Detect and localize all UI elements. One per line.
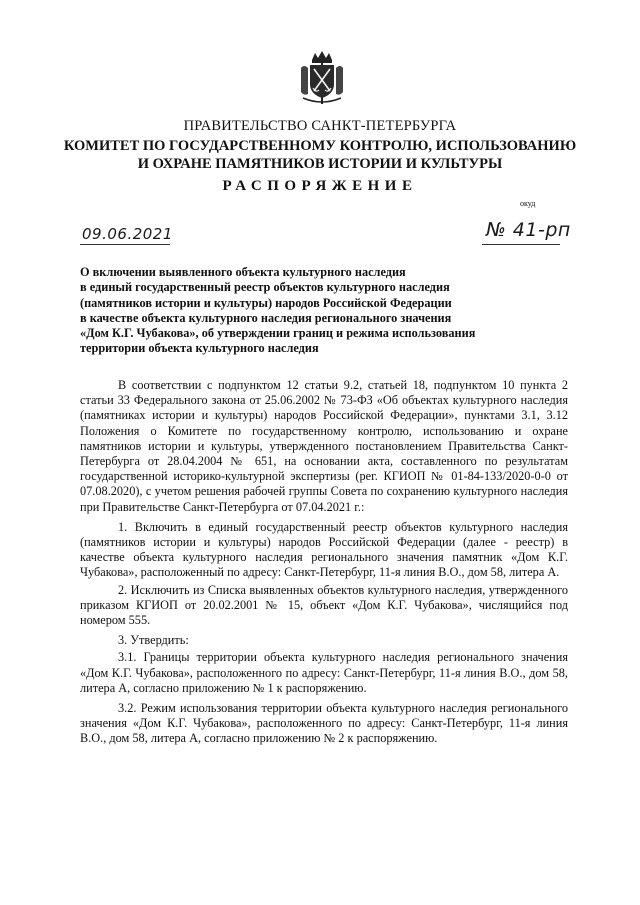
committee-name-line: КОМИТЕТ ПО ГОСУДАРСТВЕННОМУ КОНТРОЛЮ, ИСПОЛЬЗОВАНИЮ: [63, 138, 577, 154]
title-line: в единый государственный реестр объектов культурного наследия: [80, 280, 450, 295]
coat-of-arms-icon: [299, 50, 345, 106]
document-title: [80, 265, 550, 357]
item-3-1-paragraph: 3.1. Границы территории объекта культурного наследия регионального значения «Дом К.Г. Чубакова», расположенного по адресу: Санкт-Петербург, 11-я линия В.О., дом 58, литера А, согласно приложению № 1 к распоряжению.: [80, 650, 568, 695]
title-line: в качестве объекта культурного наследия регионального значения: [80, 310, 452, 325]
item-3-paragraph: 3. Утвердить:: [118, 633, 189, 648]
preamble-paragraph: В соответствии с подпунктом 12 статьи 9.2, статьей 18, подпунктом 10 пункта 2 статьи 33 Федерального закона от 25.06.2002 № 73-ФЗ «Об объектах культурного наследия (памятниках истории и культуры) народов Российской Федерации», пунктами 3.1, 3.12 Положения о Комитете по государственному контролю, использованию и охране памятников истории и культуры, утвержденного постановлением Правительства Санкт-Петербурга от 28.04.2004 № 651, на основании акта, составленного по результатам государственной историко-культурной экспертизы (рег. КГИОП № 01-84-133/2020-0-0 от 07.08.2020), с учетом решения рабочей группы Совета по сохранению культурного наследия при Правительстве Санкт-Петербурга от 07.04.2021 г.:: [80, 378, 568, 514]
title-line: территории объекта культурного наследия: [80, 341, 319, 356]
document-number: № 41-рп: [486, 219, 571, 241]
number-underline: [482, 244, 560, 245]
government-name: ПРАВИТЕЛЬСТВО САНКТ-ПЕТЕРБУРГА: [183, 118, 457, 134]
date-underline: [80, 244, 170, 245]
item-3-2-paragraph: 3.2. Режим использования территории объекта культурного наследия регионального значения «Дом К.Г. Чубакова», расположенного по адресу: Санкт-Петербург, 11-я линия В.О., дом 58, литера А, согласно приложению № 2 к распоряжению.: [80, 701, 568, 746]
item-1-paragraph: 1. Включить в единый государственный реестр объектов культурного наследия (памятников истории и культуры) народов Российской Федерации (далее - реестр) в качестве объекта культурного наследия регионального значения памятник «Дом К.Г. Чубакова», расположенный по адресу: Санкт-Петербург, 11-я линия В.О., дом 58, литера А.: [80, 519, 568, 580]
committee-name-line: И ОХРАНЕ ПАМЯТНИКОВ ИСТОРИИ И КУЛЬТУРЫ: [137, 156, 503, 172]
document-date: 09.06.2021: [82, 225, 173, 243]
title-line: (памятников истории и культуры) народов Российской Федерации: [80, 295, 452, 310]
item-2-paragraph: 2. Исключить из Списка выявленных объектов культурного наследия, утвержденного приказом КГИОП от 20.02.2001 № 15, объект «Дом К.Г. Чубакова», числящийся под номером 555.: [80, 582, 568, 628]
title-line: О включении выявленного объекта культурного наследия: [80, 265, 406, 279]
okud-label: окуд: [520, 199, 536, 208]
document-type: РАСПОРЯЖЕНИЕ: [222, 178, 418, 194]
document-body: [80, 378, 568, 752]
title-line: «Дом К.Г. Чубакова», об утверждении границ и режима использования: [80, 326, 476, 341]
committee-name: [0, 137, 640, 173]
